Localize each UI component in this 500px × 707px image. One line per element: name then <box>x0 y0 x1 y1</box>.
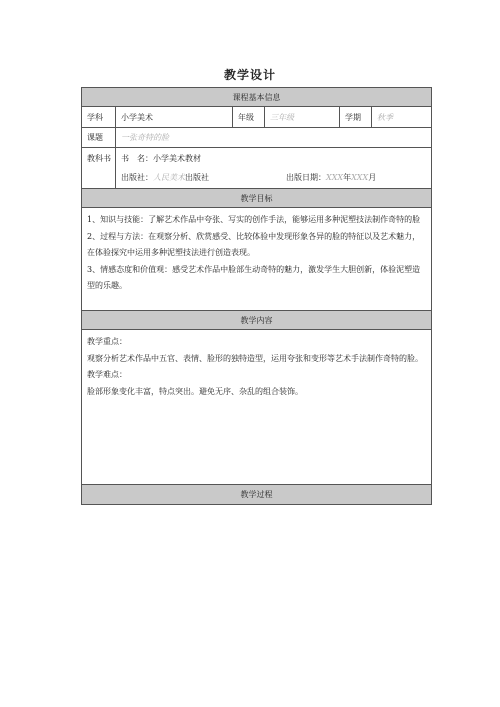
publisher-line <box>121 172 209 183</box>
publish-date-line <box>286 172 376 183</box>
lesson-table <box>81 87 432 505</box>
textbook-info <box>116 148 431 188</box>
publisher-value: 人民美术 <box>153 173 185 182</box>
key-point-label: 教学重点： <box>87 337 127 346</box>
term-label: 学期 <box>340 107 372 127</box>
publisher-suffix: 出版社 <box>185 173 209 182</box>
section-header-goals: 教学目标 <box>82 189 431 208</box>
row-textbook <box>82 148 431 189</box>
topic-value: 一张奇特的脸 <box>121 133 169 142</box>
page-title: 教学设计 <box>223 68 276 82</box>
book-name-label: 书 名： <box>121 154 153 163</box>
goal-item-2: 2、过程与方法：在观察分析、欣赏感受、比较体验中发现形象各异的脸的特征以及艺术魅力，在体验探究中运用多种泥塑技法进行创造表现。 <box>87 231 421 257</box>
textbook-label: 教科书 <box>82 148 116 188</box>
row-topic <box>82 128 431 148</box>
date-year: XXX <box>326 173 344 182</box>
goals-body <box>82 208 431 311</box>
key-point-text: 观察分析艺术作品中五官、表情、脸形的独特造型，运用夸张和变形等艺术手法制作奇特的脸。 <box>87 353 423 363</box>
subject-value: 小学美术 <box>116 107 233 127</box>
date-label: 出版日期： <box>286 173 326 182</box>
topic-label: 课题 <box>82 128 116 147</box>
section-header-process: 教学过程 <box>82 485 431 505</box>
section-header-basic-info: 课程基本信息 <box>82 88 431 107</box>
difficulty-text: 脸部形象变化丰富，特点突出。避免无序、杂乱的组合装饰。 <box>87 386 303 396</box>
section-header-content: 教学内容 <box>82 311 431 330</box>
publisher-label: 出版社： <box>121 173 153 182</box>
date-year-suffix: 年 <box>343 173 352 182</box>
book-name-line <box>121 153 201 164</box>
subject-label: 学科 <box>82 107 116 127</box>
row-subject <box>82 107 431 128</box>
date-month-suffix: 月 <box>368 173 377 182</box>
goal-item-3: 3、情感态度和价值观：感受艺术作品中脸部生动奇特的魅力，激发学生大胆创新，体验泥塑造型的乐趣。 <box>87 264 421 290</box>
term-value: 秋季 <box>377 112 393 122</box>
content-body <box>82 330 431 485</box>
grade-value: 三年级 <box>265 107 340 127</box>
grade-label: 年级 <box>233 107 265 127</box>
goal-item-1: 1、知识与技能：了解艺术作品中夸张、写实的创作手法，能够运用多种泥塑技法制作奇特的脸 <box>87 215 421 224</box>
book-name-value: 小学美术教材 <box>153 154 201 163</box>
difficulty-label: 教学难点： <box>87 370 127 379</box>
date-month: XXX <box>351 173 369 182</box>
